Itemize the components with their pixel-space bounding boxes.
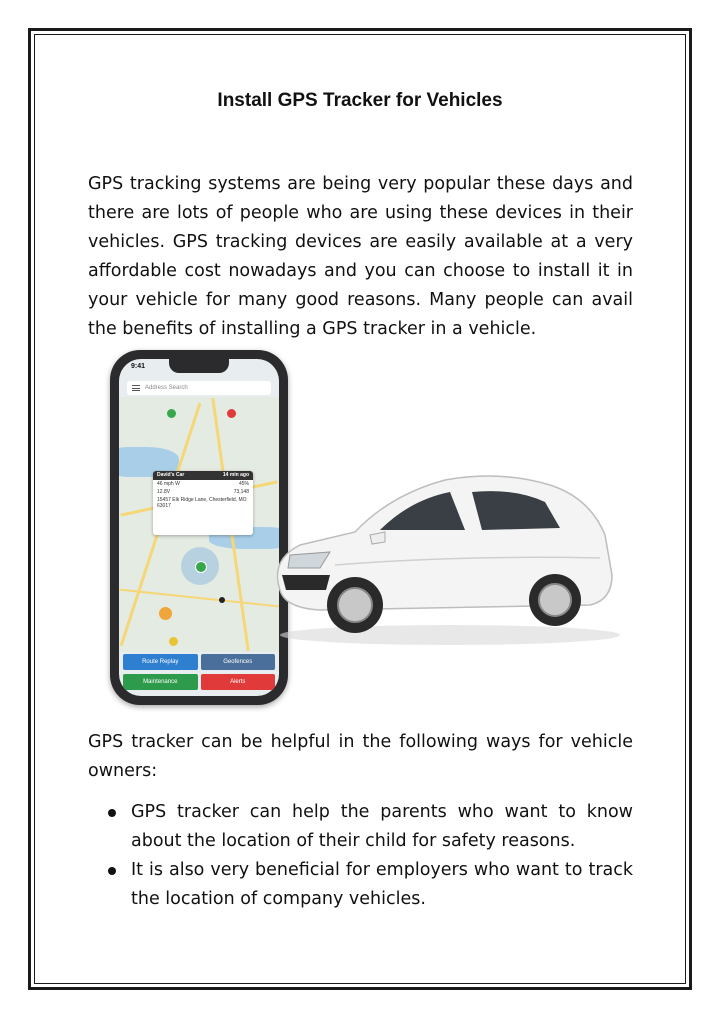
odometer-value: 73,148	[233, 489, 249, 495]
phone-action-row-2	[123, 674, 275, 690]
bullet-text: It is also very beneficial for employers who want to track the location of company vehicles.	[131, 860, 633, 909]
maintenance-button[interactable]: Maintenance	[123, 674, 198, 690]
vehicle-info-card[interactable]	[153, 471, 253, 535]
list-intro-paragraph: GPS tracker can be helpful in the following ways for vehicle owners:	[88, 732, 633, 781]
address-value: 15457 Elk Ridge Lane, Chesterfield, MO 63017	[157, 497, 247, 509]
list-item	[108, 856, 633, 914]
map-pin-dark-icon[interactable]	[219, 597, 225, 603]
geofence-circle[interactable]	[181, 547, 219, 585]
intro-paragraph: GPS tracking systems are being very popular these days and there are lots of people who are using these devices in their vehicles. GPS tracking devices are easily available at a very affordable cost nowadays and you can choose to install it in your vehicle for many good reasons. Many people can avail the benefits of installing a GPS tracker in a vehicle.	[88, 174, 633, 339]
menu-icon	[132, 385, 140, 391]
bullet-text: GPS tracker can help the parents who want to know about the location of their child for safety reasons.	[131, 802, 633, 851]
map-pin-green-icon[interactable]	[167, 409, 176, 418]
bullet-icon	[108, 867, 116, 875]
benefits-list	[108, 798, 633, 914]
address-search-input[interactable]	[127, 381, 271, 395]
geofences-button[interactable]: Geofences	[201, 654, 276, 670]
gps-illustration	[100, 345, 620, 715]
white-car-image	[260, 440, 620, 650]
speed-value: 46 mph W	[157, 481, 180, 487]
address-search-placeholder: Address Search	[145, 385, 188, 391]
map-pin-red-icon[interactable]	[227, 409, 236, 418]
map-pin-orange-icon[interactable]	[159, 607, 172, 620]
bullet-icon	[108, 809, 116, 817]
route-replay-button[interactable]: Route Replay	[123, 654, 198, 670]
page-title: Install GPS Tracker for Vehicles	[217, 90, 503, 111]
status-time: 9:41	[131, 363, 146, 370]
fuel-value: 45%	[238, 481, 249, 487]
phone-action-row-1	[123, 654, 275, 670]
phone-notch	[169, 359, 229, 373]
card-title: David's Car	[157, 472, 185, 478]
card-time: 14 min ago	[222, 472, 249, 478]
vehicle-location-icon[interactable]	[195, 561, 207, 573]
voltage-value: 12.8V	[157, 489, 171, 495]
phone-screen	[119, 359, 279, 696]
map-pin-yellow-icon[interactable]	[169, 637, 178, 646]
list-item	[108, 798, 633, 856]
map-view[interactable]	[119, 397, 279, 652]
alerts-button[interactable]: Alerts	[201, 674, 276, 690]
